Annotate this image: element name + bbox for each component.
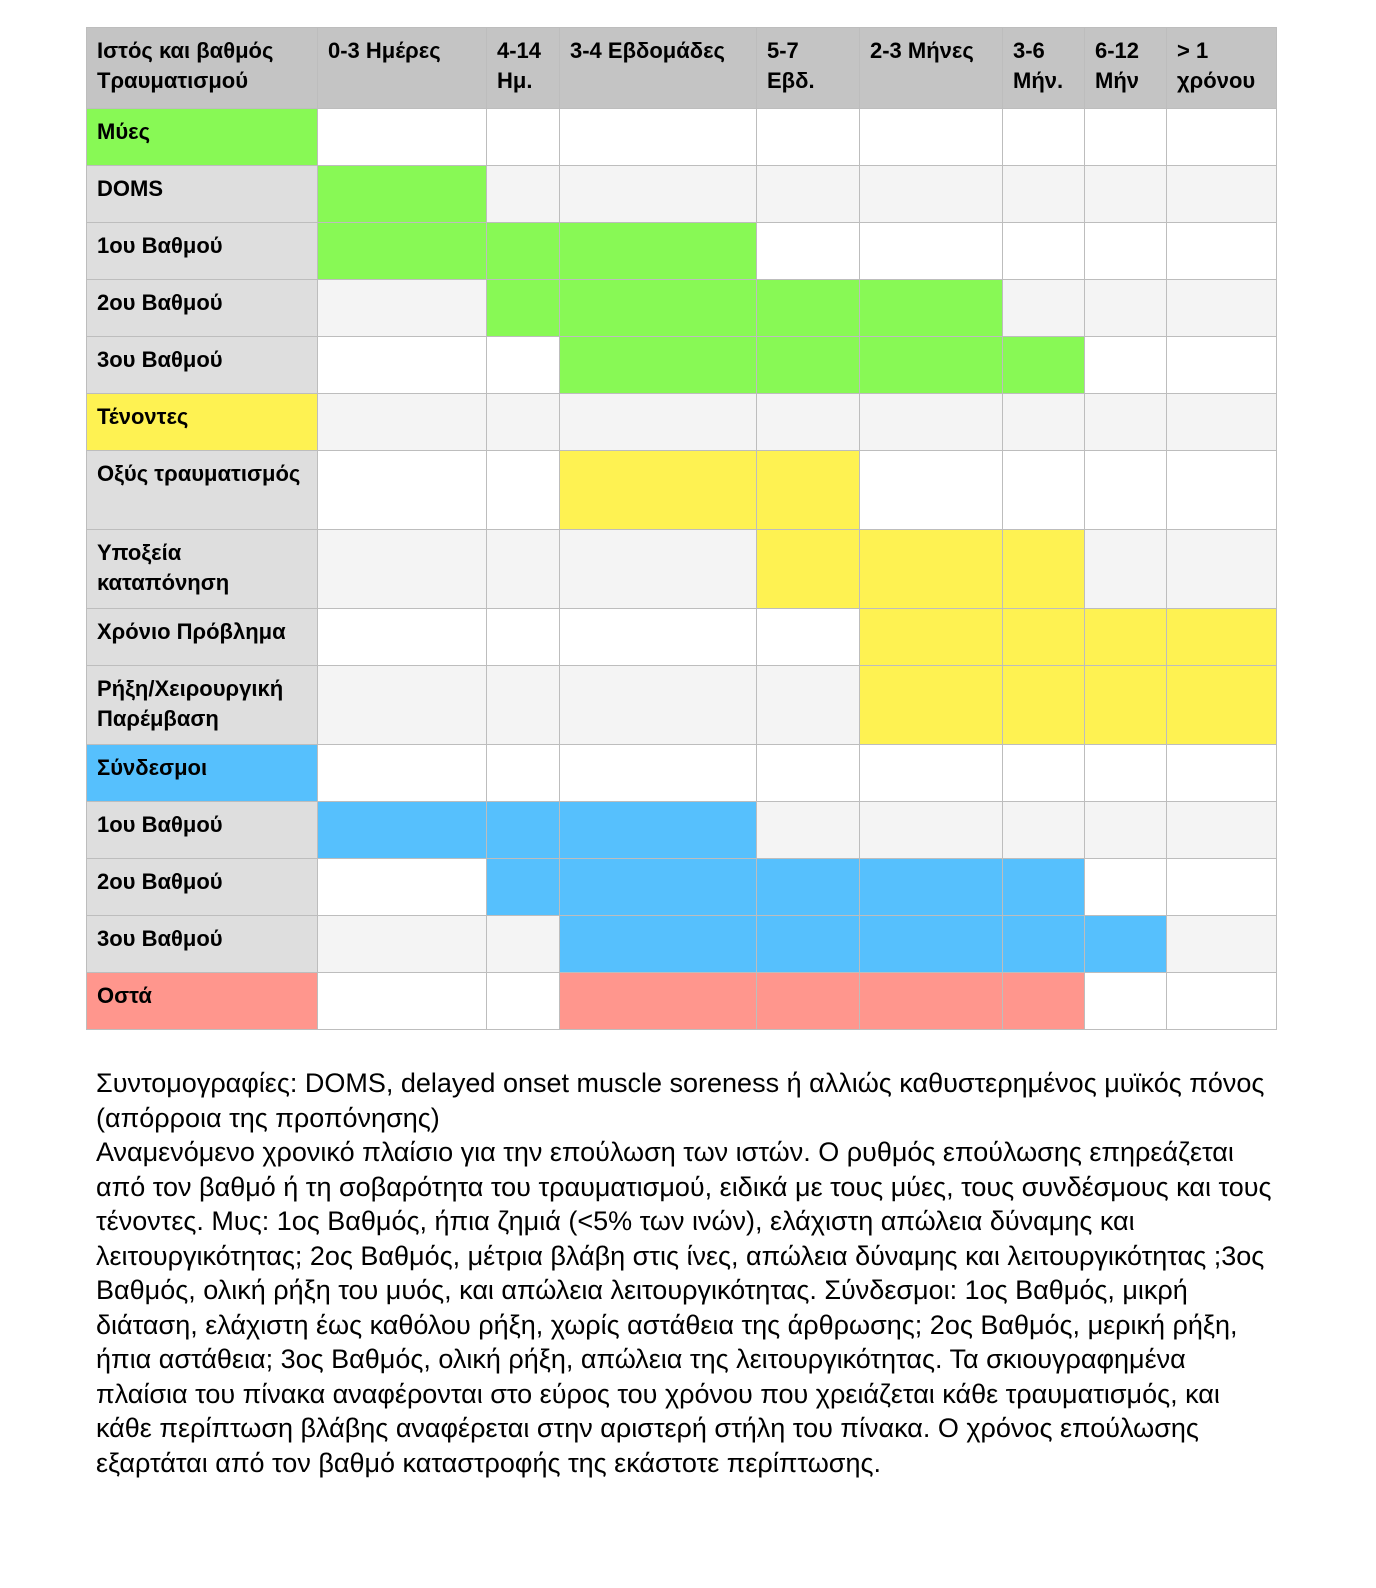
injury-grade-label: Χρόνιο Πρόβλημα [87, 609, 318, 666]
injury-grade-label: Οξύς τραυματισμός [87, 451, 318, 530]
healing-period-cell [487, 916, 560, 973]
header-3-4-weeks: 3-4 Εβδομάδες [560, 28, 757, 109]
healing-period-cell-filled [860, 916, 1003, 973]
tissue-category-label: Τένοντες [87, 394, 318, 451]
healing-period-cell [1003, 802, 1085, 859]
healing-period-cell [487, 745, 560, 802]
table-header-row [87, 28, 1277, 109]
healing-period-cell [318, 609, 487, 666]
healing-period-cell-filled [560, 802, 757, 859]
healing-period-cell [1085, 166, 1167, 223]
table-row [87, 973, 1277, 1030]
healing-period-cell [1085, 859, 1167, 916]
healing-period-cell-filled [1003, 666, 1085, 745]
healing-period-cell-filled [1003, 859, 1085, 916]
healing-period-cell [318, 745, 487, 802]
healing-period-cell [318, 451, 487, 530]
healing-period-cell [318, 859, 487, 916]
healing-period-cell [560, 666, 757, 745]
healing-period-cell [487, 337, 560, 394]
healing-period-cell [1167, 337, 1277, 394]
healing-period-cell [487, 451, 560, 530]
healing-period-cell-filled [560, 451, 757, 530]
healing-period-cell-filled [860, 666, 1003, 745]
healing-period-cell [318, 337, 487, 394]
healing-period-cell [757, 109, 860, 166]
healing-period-cell-filled [1085, 916, 1167, 973]
healing-period-cell [1167, 916, 1277, 973]
healing-period-cell [1085, 109, 1167, 166]
header-over-1-year: > 1 χρόνου [1167, 28, 1277, 109]
healing-period-cell [1085, 451, 1167, 530]
healing-period-cell [318, 109, 487, 166]
healing-period-cell [1003, 280, 1085, 337]
healing-period-cell [860, 166, 1003, 223]
injury-grade-label: 3ου Βαθμού [87, 916, 318, 973]
healing-period-cell [487, 394, 560, 451]
healing-period-cell [318, 530, 487, 609]
table-row [87, 394, 1277, 451]
caption-body: Αναμενόμενο χρονικό πλαίσιο για την επούλωση των ιστών. Ο ρυθμός επούλωσης επηρεάζεται από τον βαθμό ή τη σοβαρότητα του τραυματισμού, ειδικά με τους μύες, τους συνδέσμους και τους τένοντες. Μυς: 1ος Βαθμός, ήπια ζημιά (<5% των ινών), ελάχιστη απώλεια δύναμης και λειτουργικότητας; 2ος Βαθμός, μέτρια βλάβη στις ίνες, απώλεια δύναμης και λειτουργικότητας ;3ος Βαθμός, ολική ρήξη του μυός, και απώλεια λειτουργικότητας. Σύνδεσμοι: 1ος Βαθμός, μικρή διάταση, ελάχιστη έως καθόλου ρήξη, χωρίς αστάθεια της άρθρωσης; 2ος Βαθμός, μερική ρήξη, ήπια αστάθεια; 3ος Βαθμός, ολική ρήξη, απώλεια της λειτουργικότητας. Τα σκιουγραφημένα πλαίσια του πίνακα αναφέρονται στο εύρος του χρόνου που χρειάζεται κάθε τραυματισμός, και κάθε περίπτωση βλάβης αναφέρεται στην αριστερή στήλη του πίνακα. Ο χρόνος επούλωσης εξαρτάται από τον βαθμό καταστροφής της εκάστοτε περίπτωσης. [96, 1137, 1272, 1478]
healing-period-cell [318, 394, 487, 451]
healing-period-cell [1167, 530, 1277, 609]
healing-period-cell [560, 609, 757, 666]
healing-period-cell [487, 530, 560, 609]
healing-period-cell-filled [560, 973, 757, 1030]
healing-period-cell-filled [560, 223, 757, 280]
healing-period-cell [757, 166, 860, 223]
healing-period-cell [1085, 337, 1167, 394]
healing-period-cell-filled [757, 916, 860, 973]
healing-period-cell [1085, 394, 1167, 451]
healing-period-cell [1003, 394, 1085, 451]
healing-period-cell [757, 745, 860, 802]
injury-grade-label: DOMS [87, 166, 318, 223]
healing-period-cell [560, 394, 757, 451]
injury-grade-label: 2ου Βαθμού [87, 280, 318, 337]
healing-period-cell-filled [487, 280, 560, 337]
injury-grade-label: 1ου Βαθμού [87, 223, 318, 280]
healing-period-cell-filled [560, 337, 757, 394]
healing-period-cell [1167, 166, 1277, 223]
caption-abbreviations: Συντομογραφίες: DOMS, delayed onset muscle soreness ή αλλιώς καθυστερημένος μυϊκός πόνος (απόρροια της προπόνησης) [96, 1068, 1265, 1133]
header-6-12-months: 6-12 Μήν [1085, 28, 1167, 109]
healing-period-cell-filled [487, 859, 560, 916]
table-row [87, 745, 1277, 802]
healing-period-cell-filled [1167, 609, 1277, 666]
healing-period-cell [1167, 223, 1277, 280]
header-0-3-days: 0-3 Ημέρες [318, 28, 487, 109]
healing-period-cell [1085, 280, 1167, 337]
healing-period-cell [1085, 745, 1167, 802]
header-4-14-days: 4-14 Ημ. [487, 28, 560, 109]
table-row [87, 666, 1277, 745]
healing-period-cell [560, 109, 757, 166]
tissue-category-label: Οστά [87, 973, 318, 1030]
healing-period-cell [757, 609, 860, 666]
healing-period-cell-filled [860, 280, 1003, 337]
healing-period-cell [318, 666, 487, 745]
healing-period-cell [860, 451, 1003, 530]
header-3-6-months: 3-6 Μήν. [1003, 28, 1085, 109]
table-row [87, 280, 1277, 337]
healing-period-cell [1167, 451, 1277, 530]
healing-period-cell [1003, 451, 1085, 530]
healing-period-cell-filled [1003, 973, 1085, 1030]
healing-period-cell [1167, 859, 1277, 916]
healing-period-cell-filled [860, 609, 1003, 666]
healing-period-cell [560, 166, 757, 223]
healing-period-cell-filled [560, 916, 757, 973]
header-2-3-months: 2-3 Μήνες [860, 28, 1003, 109]
injury-grade-label: 2ου Βαθμού [87, 859, 318, 916]
healing-period-cell-filled [757, 973, 860, 1030]
healing-period-cell-filled [1003, 530, 1085, 609]
table-row [87, 223, 1277, 280]
healing-period-cell [1167, 802, 1277, 859]
caption [96, 1066, 1276, 1480]
healing-period-cell-filled [487, 223, 560, 280]
healing-period-cell [560, 530, 757, 609]
healing-period-cell [487, 109, 560, 166]
table-row [87, 802, 1277, 859]
injury-grade-label: Υποξεία καταπόνηση [87, 530, 318, 609]
healing-period-cell-filled [757, 280, 860, 337]
table-row [87, 109, 1277, 166]
healing-period-cell-filled [1085, 609, 1167, 666]
healing-period-cell [1085, 973, 1167, 1030]
header-5-7-weeks: 5-7 Εβδ. [757, 28, 860, 109]
healing-period-cell [1167, 280, 1277, 337]
header-tissue-grade: Ιστός και βαθμός Τραυματισμού [87, 28, 318, 109]
table-row [87, 530, 1277, 609]
healing-period-cell-filled [1085, 666, 1167, 745]
healing-period-cell [1003, 223, 1085, 280]
healing-period-cell [487, 973, 560, 1030]
healing-period-cell [860, 223, 1003, 280]
healing-period-cell [1085, 223, 1167, 280]
healing-period-cell [487, 666, 560, 745]
healing-period-cell-filled [318, 223, 487, 280]
healing-period-cell [1085, 530, 1167, 609]
healing-period-cell-filled [318, 802, 487, 859]
healing-period-cell [860, 745, 1003, 802]
healing-period-cell-filled [860, 973, 1003, 1030]
table-row [87, 166, 1277, 223]
tissue-category-label: Σύνδεσμοι [87, 745, 318, 802]
healing-period-cell-filled [1003, 609, 1085, 666]
table-row [87, 609, 1277, 666]
healing-period-cell-filled [860, 530, 1003, 609]
healing-period-cell-filled [757, 530, 860, 609]
healing-timeframe-table [86, 27, 1277, 1030]
table-row [87, 451, 1277, 530]
healing-period-cell-filled [757, 451, 860, 530]
healing-period-cell [1003, 745, 1085, 802]
healing-period-cell [318, 916, 487, 973]
injury-grade-label: 3ου Βαθμού [87, 337, 318, 394]
healing-period-cell [487, 166, 560, 223]
healing-period-cell [860, 394, 1003, 451]
healing-period-cell [318, 973, 487, 1030]
healing-period-cell [757, 666, 860, 745]
healing-period-cell-filled [757, 859, 860, 916]
healing-period-cell [1003, 166, 1085, 223]
healing-period-cell-filled [560, 280, 757, 337]
injury-grade-label: 1ου Βαθμού [87, 802, 318, 859]
healing-period-cell [757, 394, 860, 451]
healing-period-cell-filled [757, 337, 860, 394]
injury-grade-label: Ρήξη/Χειρουργική Παρέμβαση [87, 666, 318, 745]
table-row [87, 859, 1277, 916]
healing-period-cell-filled [487, 802, 560, 859]
tissue-category-label: Μύες [87, 109, 318, 166]
healing-period-cell [860, 109, 1003, 166]
healing-period-cell-filled [1003, 337, 1085, 394]
healing-period-cell [1085, 802, 1167, 859]
healing-period-cell-filled [560, 859, 757, 916]
healing-period-cell [1167, 973, 1277, 1030]
healing-period-cell [1167, 745, 1277, 802]
table-row [87, 337, 1277, 394]
healing-period-cell [487, 609, 560, 666]
healing-period-cell [757, 223, 860, 280]
healing-period-cell [1167, 394, 1277, 451]
healing-period-cell [560, 745, 757, 802]
healing-period-cell-filled [860, 859, 1003, 916]
healing-period-cell-filled [1167, 666, 1277, 745]
healing-period-cell-filled [1003, 916, 1085, 973]
healing-period-cell [860, 802, 1003, 859]
healing-period-cell-filled [860, 337, 1003, 394]
healing-period-cell [1003, 109, 1085, 166]
healing-period-cell [1167, 109, 1277, 166]
healing-period-cell [318, 280, 487, 337]
healing-period-cell [757, 802, 860, 859]
healing-period-cell-filled [318, 166, 487, 223]
table-row [87, 916, 1277, 973]
